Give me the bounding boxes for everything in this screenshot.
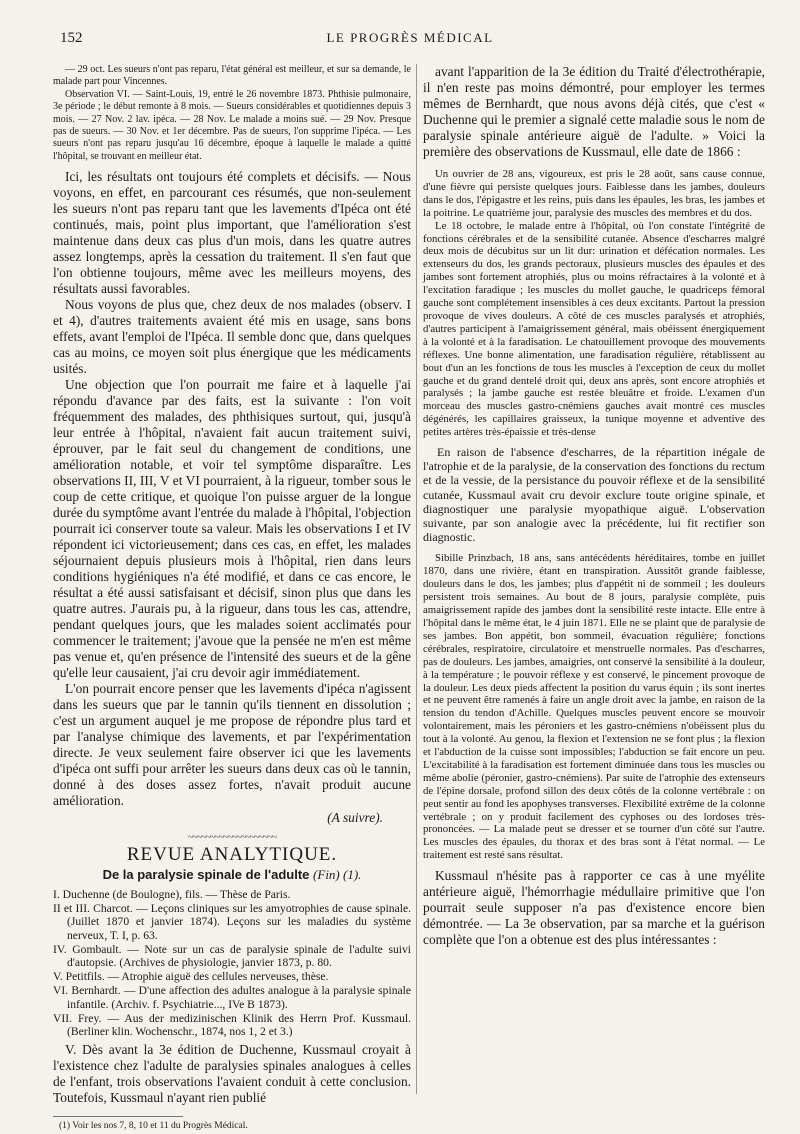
paragraph: L'on pourrait encore penser que les lavements d'ipéca n'agissent dans les sueurs que par le tannin qu'ils tiennent en dissolution ; c'est un argument auquel je me propose de répondre plus tard et par l'analyse chimique des lavements, et par l'expérimentation directe. Je veux seulement faire observer ici que les lavements d'ipéca ont suffi pour arrêter les sueurs dans deux cas où le tannin, donné à des doses assez fortes, n'avait produit aucune amélioration.: [53, 681, 411, 809]
left-column: [53, 64, 411, 1134]
right-discussion: [423, 445, 765, 544]
reference-item: I. Duchenne (de Boulogne), fils. — Thèse de Paris.: [53, 888, 291, 902]
observation-kussmaul-2: [423, 552, 765, 862]
observation-paragraph: Sibille Prinzbach, 18 ans, sans antécédents héréditaires, tombe en juillet 1870, dans une rivière, étant en transpiration. Aussitôt grande faiblesse, douleurs dans le dos, les jambes; plus d'appétit ni de sommeil ; les douleurs persistent trois semaines. Au bout de 8 jours, paralysie complète, puis amaigrissement rapide des jambes dont la sensibilité reste intacte. Elle entre à l'hôpital dans le même état, le 4 juin 1871. Elle ne se plaint que de paralysie de ses jambes. Bon appétit, bon sommeil, évacuation régulière; fonctions cérébrales, respiratoire, circulatoire et menstruelle normales. Pas d'escharres, pas de douleurs. Les jambes, amaigries, ont conservé la sensibilité à la douleur, à la température ; le pouvoir réflexe y est conservé, le pincement provoque de la douleur. Les deux pieds affectent la position du varus équin ; ils sont inertes et ne peuvent être ramenés à faire un angle droit avec la jambe, en raison de la tension du tendon d'Achille. Quelques muscles peuvent encore se mouvoir volontairement, mais les péroniers et les gastro-cnémiens n'obéissent plus du tout à la volonté. Au genou, la flexion et l'extension ne se font plus ; la flexion et l'abduction de la cuisse sont impossibles; l'abduction se fait encore un peu. L'excitabilité à la faradisation est fortement diminuée dans tous les muscles ou même abolie (péronier, gastro-cnémiens). Par suite de l'atrophie des extenseurs de l'épine dorsale, profond sillon des deux côtés de la colonne vertébrale : on peut sentir au fond les apophyses transverses. Flexibilité extrême de la colonne vertébrale ; on y produit facilement des cyphoses ou des lordoses très-prononcées. — La malade peut se dresser et se tourner d'un côté sur l'autre. Les muscles des épaules, du thorax et des bras sont à l'état normal. — Le traitement est resté sans résultat.: [423, 552, 765, 862]
discussion-text: [53, 169, 411, 809]
article-title-fin: (Fin) (1).: [313, 866, 362, 882]
paragraph: En raison de l'absence d'escharres, de la répartition inégale de l'atrophie et de la paralysie, de la conservation des fonctions du rectum et de la vessie, de la persistance du pouvoir réflexe et de la sensibilité cutanée, Kussmaul avait cru devoir exclure toute origine spinale, et diagnostiquer une paralysie myopathique aiguë. L'observation suivante, par son analogie avec la précédente, lui fit rectifier son diagnostic.: [423, 445, 765, 545]
reference-item: IV. Gombault. — Note sur un cas de paralysie spinale de l'adulte suivi d'autopsie. (Archives de physiologie, janvier 1873, p. 80.: [53, 942, 411, 970]
reference-item: VII. Frey. — Aus der medizinischen Klinik des Herrn Prof. Kussmaul. (Berliner klin. Wochenschr., 1874, nos 1, 2 et 3.): [53, 1011, 411, 1039]
column-divider: [416, 64, 417, 1094]
observation-vi: Observation VI. — Saint-Louis, 19, entré le 26 novembre 1873. Phthisie pulmonaire, 3e période ; le début remonte à 8 mois. — Sueurs considérables et quotidiennes depuis 3 mois. — 27 Nov. 2 lav. ipéca. — 28 Nov. Le malade a moins sué. — 29 Nov. Presque pas de sueurs. — 30 Nov. et 1er décembre. Pas de sueurs, l'on supprime l'ipéca. — Les sueurs n'ont pas reparu jusqu'au 16 décembre, époque à laquelle le malade a quitté l'hôpital, se trouvant en meilleur état.: [53, 88, 411, 162]
right-column: [423, 64, 765, 948]
running-title: LE PROGRÈS MÉDICAL: [326, 30, 494, 45]
paragraph: avant l'apparition de la 3e édition du Traité d'électrothérapie, il n'en reste pas moins démontré, pour employer les termes mêmes de Bernhardt, que nous avons déjà cités, que c'est « Duchenne qui le premier a signalé cette maladie sous le nom de paralysie spinale antérieure aiguë de l'adulte. » Voici la première des observations de Kussmaul, elle date de 1866 :: [423, 64, 765, 159]
footnote-rule: [53, 1116, 183, 1117]
page-number: 152: [60, 30, 83, 46]
reference-item: II et III. Charcot. — Leçons cliniques sur les amyotrophies de cause spinale. (Juillet 1870 et janvier 1874). Leçons sur les maladies du système nerveux, T. I, p. 63.: [53, 902, 411, 942]
to-be-continued: (A suivre).: [327, 810, 383, 826]
paragraph: Nous voyons de plus que, chez deux de nos malades (observ. I et 4), d'autres traitements avaient été mis en usage, sans bons effets, avant l'emploi de l'Ipéca. Il semble donc que, dans quelques cas au moins, ce moyen soit plus énergique que les médicaments usités.: [53, 297, 411, 377]
observation-kussmaul-1: [423, 168, 765, 439]
footnote: (1) Voir les nos 7, 8, 10 et 11 du Progrès Médical.: [59, 1121, 248, 1132]
section-title: REVUE ANALYTIQUE.: [126, 843, 338, 865]
right-intro: [423, 64, 765, 160]
right-conclusion: [423, 868, 765, 948]
reference-item: VI. Bernhardt. — D'une affection des adultes analogue à la paralysie spinale infantile. (Archiv. f. Psychiatrie..., IVe B 1873).: [53, 984, 411, 1011]
paragraph: Kussmaul n'hésite pas à rapporter ce cas à une myélite antérieure aiguë, l'hémorrhagie médullaire primitive que l'on pourrait seule supposer n'a pas d'existence encore bien démontrée. — La 3e observation, par sa marche et la guérison complète que l'on a obtenue est des plus intéressantes :: [423, 868, 765, 948]
section-v-text: [53, 1042, 411, 1106]
paragraph: Une objection que l'on pourrait me faire et à laquelle j'ai répondu d'avance par des faits, est la suivante : l'on voit fréquemment des malades, des phthisiques surtout, qui, jusqu'à leur entrée à l'hôpital, n'avaient fait aucun traitement suivi, éprouver, par le fait seul du changement de conditions, une amélioration notable, et voir tel symptôme disparaître. Les observations II, III, V et VI pourraient, à la rigueur, tomber sous le coup de cette critique, et quoique l'on puisse arguer de la longue durée du symptôme avant l'entrée du malade à l'hôpital, l'objection pourrait ici conserver toute sa valeur. Mais les observations I et IV répondent ici victorieusement; dans ces cas, en effet, les malades séjournaient depuis plusieurs mois à l'hôpital, rien dans leurs conditions hygiéniques n'a été modifié, et dans ce cas encore, le résultat a été aussi satisfaisant et décisif, sinon plus que dans les quatre autres. J'aurais pu, à la rigueur, dans tous les cas, attendre, pendant quelques jours, que les malades soient acclimatés pour commencer le traitement; j'avoue que la pensée ne m'en est même pas venue et, qu'en présence de l'intensité des sueurs et de la gêne qu'elle leur causaient, j'ai cru devoir agir immédiatement.: [53, 377, 411, 681]
reference-item: V. Petitfils. — Atrophie aiguë des cellules nerveuses, thèse.: [53, 970, 329, 984]
observation-block: [53, 64, 411, 163]
paragraph: Ici, les résultats ont toujours été complets et décisifs. — Nous voyons, en effet, en parcourant ces résumés, que non-seulement les sueurs n'ont pas reparu tant que les lavements d'Ipéca ont été continués, mais, point plus important, que l'amélioration s'est maintenue dans deux cas plus d'un mois, dans les quatre autres assez longtemps, après la cessation du traitement. Il s'en faut que l'on obtienne toujours, même avec les meilleurs moyens, des résultats aussi favorables.: [53, 169, 411, 297]
article-title-text: De la paralysie spinale de l'adulte: [102, 866, 310, 882]
observation-paragraph: Le 18 octobre, le malade entre à l'hôpital, où l'on constate l'intégrité de fonctions cérébrales et de la sensibilité cutanée. Absence d'escharres malgré deux mois de décubitus sur un lit dur: urination et défécation normales. Les extenseurs du dos, les grands pectoraux, plusieurs muscles des épaules et des jambes sont fortement atrophiés, plus ou moins réfractaires à la volonté et à l'excitation faradique ; les muscles du mollet gauche, le quadriceps fémoral gauche sont complétement insensibles à ces deux excitants. Partout la pression provoque de vives douleurs. A côté de ces muscles paralysés et atrophiés, d'autres participent à l'amaigrissement général, mais obéissent énergiquement à la volonté et à la faradisation. Le chatouillement provoque des mouvements réflexes. Une bonne alimentation, une faradisation régulière, rétablissent au bout d'un an les fonctions de tous les muscles à l'exception de ceux du mollet gauche et du grand dentelé droit qui, deux ans après, sont encore atrophiés et paralysés ; la jambe gauche est restée bleuâtre et froide. L'examen d'un morceau des muscles gastro-cnémiens gauches avait montré ces muscles dégénérés, les capillaires graisseux, la tunique moyenne et adventive des petites artères très-épaissie et très-dense: [423, 219, 765, 439]
section-ornament: ~~~~~~~~~~~~~~~~~~~~: [187, 832, 277, 844]
observation-tail: — 29 oct. Les sueurs n'ont pas reparu, l'état général est meilleur, et sur sa demande, le malade part pour Vincennes.: [53, 64, 411, 88]
paragraph: V. Dès avant la 3e édition de Duchenne, Kussmaul croyait à l'existence chez l'adulte de paralysies spinales analogues à celles de l'enfant, trois observations l'avaient conduit à cette conclusion. Toutefois, Kussmaul n'ayant rien publié: [53, 1042, 411, 1106]
page-header: [60, 30, 760, 50]
observation-paragraph: Un ouvrier de 28 ans, vigoureux, est pris le 28 août, sans cause connue, d'une fièvre qui persiste quelques jours. Faiblesse dans les jambes, douleurs dans le dos, l'épigastre et les reins, puis dans les épaules, les bras, les jambes et la poitrine. Le quatrième jour, paralysie des muscles des membres et du dos.: [423, 168, 765, 219]
references-list: [53, 888, 411, 1038]
article-title: [53, 868, 411, 882]
